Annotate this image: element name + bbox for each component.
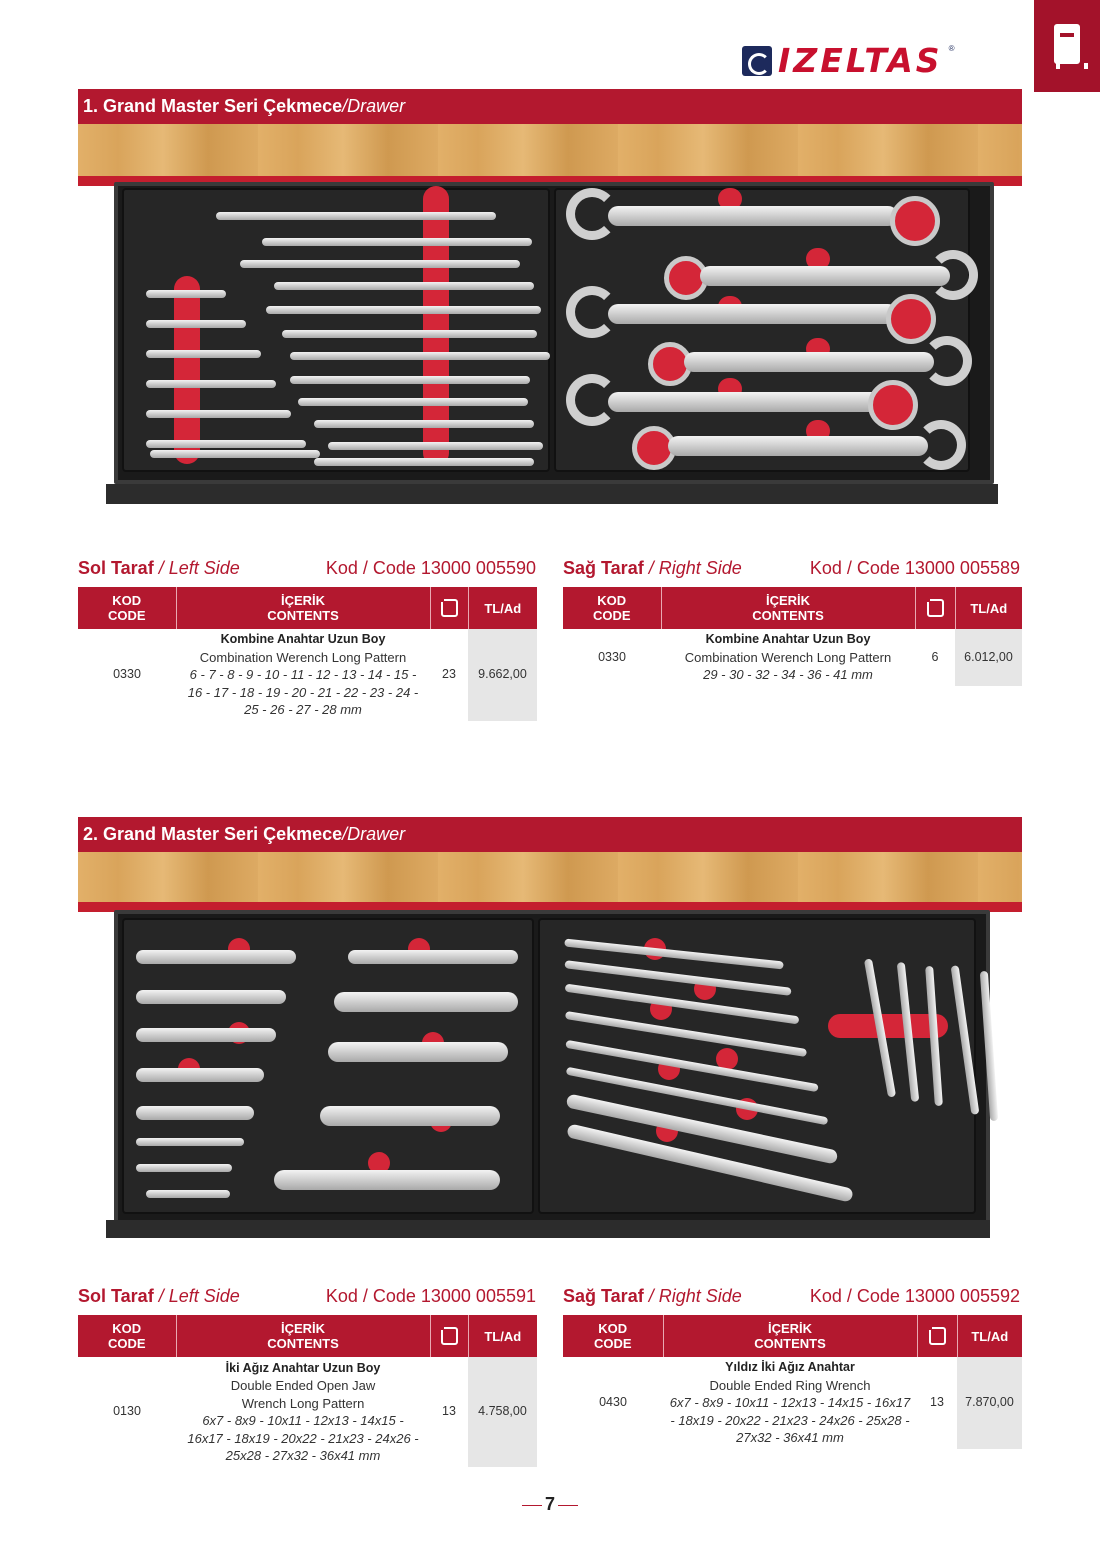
chapter-tab (1034, 0, 1100, 92)
box-quantity-icon (441, 599, 458, 617)
wrench-18mm (282, 330, 537, 338)
open-wrench-24x26 (136, 1068, 264, 1082)
open-jaw-41mm (916, 420, 966, 470)
open-wrench-20x22 (136, 1138, 244, 1146)
page-number-dash (522, 1505, 542, 1507)
open-wrench-12x13 (334, 992, 518, 1012)
cell-qty: 6 (931, 649, 939, 664)
product-title-en: Double Ended Open Jaw Wrench Long Pattern (230, 1378, 376, 1411)
s1-right-price-table (563, 587, 1022, 686)
side-label-en: / Right Side (648, 1286, 742, 1306)
section-1-title: 1. Grand Master Seri Çekmece (83, 96, 343, 116)
wrench-34mm (684, 352, 934, 372)
cell-code: 0330 (113, 667, 141, 681)
izeltas-emblem-icon (742, 46, 772, 76)
col-code-header: KOD CODE (563, 587, 661, 629)
col-price-header: TL/Ad (468, 1315, 537, 1357)
box-quantity-icon (929, 1327, 946, 1345)
s1-left-price-table (78, 587, 537, 721)
product-title-tr: İki Ağız Anahtar Uzun Boy (225, 1360, 381, 1375)
cell-qty: 13 (442, 1404, 456, 1419)
wrench-10mm (146, 410, 291, 418)
wrench-24mm (314, 458, 534, 466)
open-wrench-16x17 (146, 1190, 230, 1198)
open-jaw-30mm (928, 250, 978, 300)
s1-left-side-label (78, 556, 240, 580)
s1-right-side-label (563, 556, 742, 580)
logo-text: IZELTAS (778, 41, 943, 80)
wood-worktop (78, 852, 1022, 902)
open-wrench-25x28 (136, 1028, 276, 1042)
page-number-dash (558, 1505, 578, 1507)
wrench-7mm (146, 320, 246, 328)
product-sizes: 6x7 - 8x9 - 10x11 - 12x13 - 14x15 - 16x17 - 18x19 - 20x22 - 21x23 - 24x26 - 25x28 - 27x32 - 36x41 mm (669, 1395, 911, 1446)
side-label-en: / Left Side (158, 1286, 240, 1306)
cell-contents (663, 1357, 917, 1449)
cell-price: 9.662,00 (468, 629, 537, 721)
registered-mark: ® (948, 44, 955, 53)
s2-right-price-table (563, 1315, 1022, 1449)
s2-left-price-table (78, 1315, 537, 1467)
col-contents-header: İÇERİK CONTENTS (663, 1315, 917, 1357)
wrench-17mm (266, 306, 541, 314)
wrench-23mm (328, 442, 543, 450)
table-row (563, 1357, 1022, 1449)
table-header-row (78, 587, 537, 629)
page-number-value: 7 (544, 1494, 555, 1514)
cell-contents (176, 629, 430, 721)
col-price-header: TL/Ad (955, 587, 1022, 629)
section-2-header (78, 817, 1022, 852)
cell-price: 7.870,00 (957, 1357, 1022, 1449)
open-wrench-10x11 (328, 1042, 508, 1062)
foam-cutout (174, 276, 200, 464)
col-qty-header (430, 1315, 468, 1357)
wrench-15mm (240, 260, 520, 268)
cell-code: 0130 (113, 1404, 141, 1419)
wrench-19mm (290, 352, 550, 360)
side-label-tr: Sol Taraf (78, 1286, 154, 1306)
wrench-12mm (150, 450, 320, 458)
cell-contents (176, 1357, 430, 1467)
wrench-21mm (298, 398, 528, 406)
table-row (78, 629, 537, 721)
col-contents-header: İÇERİK CONTENTS (661, 587, 915, 629)
wrench-36mm (608, 392, 898, 412)
col-code-header: KOD CODE (78, 1315, 176, 1357)
open-wrench-8x9 (320, 1106, 500, 1126)
s1-right-code: Kod / Code 13000 005589 (809, 558, 1020, 578)
side-label-tr: Sol Taraf (78, 558, 154, 578)
ring-end-36mm (868, 380, 918, 430)
cell-price: 4.758,00 (468, 1357, 537, 1467)
s2-right-side-label (563, 1284, 742, 1308)
wrench-9mm (146, 380, 276, 388)
col-price-header: TL/Ad (468, 587, 537, 629)
col-price-header: TL/Ad (957, 1315, 1022, 1357)
col-code-header: KOD CODE (78, 587, 176, 629)
table-header-row (563, 587, 1022, 629)
col-code-header: KOD CODE (563, 1315, 663, 1357)
open-wrench-21x23 (136, 1106, 254, 1120)
open-wrench-14x15 (348, 950, 518, 964)
izeltas-logo (742, 41, 955, 80)
col-qty-header (915, 587, 955, 629)
open-jaw-34mm (922, 336, 972, 386)
section-1-header (78, 89, 1022, 124)
product-title-en: Double Ended Ring Wrench (709, 1377, 871, 1393)
open-wrench-6x7 (274, 1170, 500, 1190)
cell-code: 0330 (598, 649, 626, 664)
side-label-tr: Sağ Taraf (563, 1286, 644, 1306)
open-wrench-36x41 (136, 950, 296, 964)
table-row (563, 629, 1022, 686)
side-label-en: / Left Side (158, 558, 240, 578)
section-2-drawer-photo (78, 852, 1022, 1246)
drawer-front (106, 1220, 990, 1238)
s2-right-code: Kod / Code 13000 005592 (809, 1286, 1020, 1306)
s2-left-code: Kod / Code 13000 005591 (325, 1286, 536, 1306)
wrench-30mm (700, 266, 950, 286)
cell-qty: 13 (930, 1395, 944, 1410)
tool-cabinet-icon (1054, 24, 1080, 64)
cell-qty: 23 (442, 667, 456, 681)
wrench-14mm (262, 238, 532, 246)
box-quantity-icon (441, 1327, 458, 1345)
product-sizes: 6x7 - 8x9 - 10x11 - 12x13 - 14x15 - 16x17 - 18x19 - 20x22 - 21x23 - 24x26 - 25x28 - 27x32 - 36x41 mm (187, 1413, 419, 1463)
product-title-tr: Kombine Anahtar Uzun Boy (705, 632, 871, 646)
wrench-29mm (608, 206, 898, 226)
box-quantity-icon (927, 599, 944, 617)
col-qty-header (917, 1315, 957, 1357)
col-qty-header (430, 587, 468, 629)
product-title-tr: Yıldız İki Ağız Anahtar (725, 1360, 855, 1375)
wood-worktop (78, 124, 1022, 176)
wrench-22mm (314, 420, 534, 428)
wrench-11mm (146, 440, 306, 448)
section-1-title-en: /Drawer (342, 96, 406, 116)
table-row (78, 1357, 537, 1467)
side-label-en: / Right Side (648, 558, 742, 578)
product-title-tr: Kombine Anahtar Uzun Boy (220, 632, 386, 646)
cell-contents (661, 629, 915, 686)
product-sizes: 29 - 30 - 32 - 34 - 36 - 41 mm (703, 667, 873, 682)
drawer-front (106, 484, 998, 504)
section-2-title: 2. Grand Master Seri Çekmece (83, 824, 343, 844)
open-wrench-18x19 (136, 1164, 232, 1172)
wrench-20mm (290, 376, 530, 384)
ring-end-32mm (886, 294, 936, 344)
wrench-32mm (608, 304, 898, 324)
wrench-8mm (146, 350, 261, 358)
product-title-en: Combination Werench Long Pattern (684, 649, 892, 665)
section-1-drawer-photo (78, 124, 1022, 510)
wrench-16mm (274, 282, 534, 290)
wrench-13mm (216, 212, 496, 220)
cell-code: 0430 (599, 1395, 627, 1410)
ring-end-29mm (890, 196, 940, 246)
s2-left-side-label (78, 1284, 240, 1308)
col-contents-header: İÇERİK CONTENTS (176, 587, 430, 629)
cell-price: 6.012,00 (955, 629, 1022, 686)
table-header-row (563, 1315, 1022, 1357)
open-wrench-27x32 (136, 990, 286, 1004)
product-sizes: 6 - 7 - 8 - 9 - 10 - 11 - 12 - 13 - 14 - 15 - 16 - 17 - 18 - 19 - 20 - 21 - 22 - 23 - 24 - 25 - 26 - 27 - 28 mm (187, 667, 419, 717)
table-header-row (78, 1315, 537, 1357)
product-title-en: Combination Werench Long Pattern (199, 649, 407, 665)
wrench-6mm (146, 290, 226, 298)
page-number (0, 1494, 1100, 1515)
side-label-tr: Sağ Taraf (563, 558, 644, 578)
section-2-title-en: /Drawer (342, 824, 406, 844)
col-contents-header: İÇERİK CONTENTS (176, 1315, 430, 1357)
s1-left-code: Kod / Code 13000 005590 (325, 558, 536, 578)
wrench-41mm (668, 436, 928, 456)
